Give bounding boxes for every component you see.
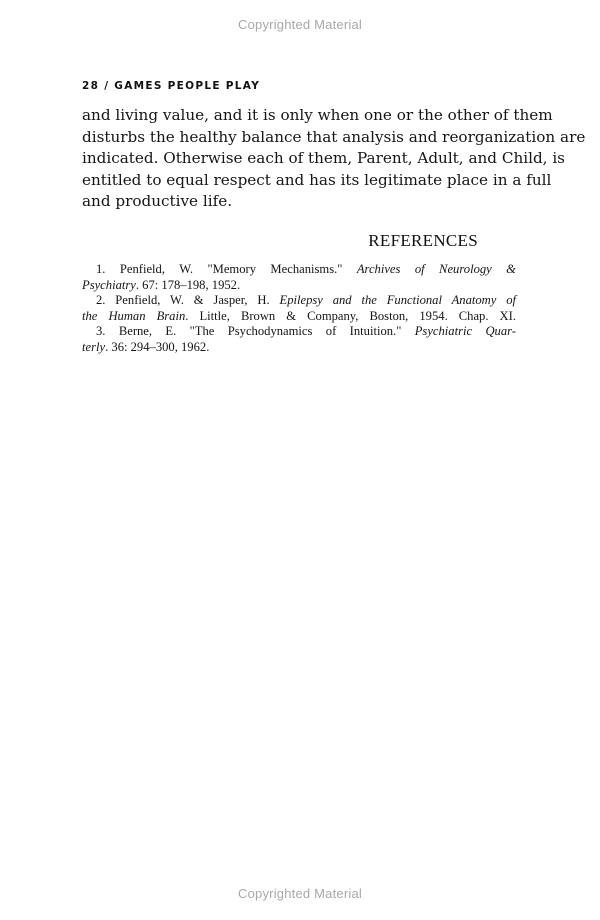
body-paragraph (82, 105, 586, 213)
reference-journal: Archives of Neurology & (356, 262, 516, 276)
book-title: GAMES PEOPLE PLAY (114, 80, 261, 92)
body-line: entitled to equal respect and has its legitimate place in a full (82, 170, 552, 189)
references-heading: REFERENCES (368, 231, 478, 250)
body-line: disturbs the healthy balance that analysis and reorganization are (82, 127, 586, 146)
reference-text: . 36: 294–300, 1962. (105, 339, 210, 354)
reference-book-title: Epilepsy and the Functional Anatomy of (279, 293, 517, 307)
body-line: and productive life. (82, 192, 233, 210)
reference-journal: Psychiatry (82, 277, 136, 292)
reference-text: 1. Penfield, W. "Memory Mechanisms." (96, 262, 357, 276)
running-head-separator: / (104, 80, 110, 92)
copyright-watermark-top: Copyrighted Material (238, 17, 362, 32)
references-list (82, 262, 516, 355)
reference-text: 2. Penfield, W. & Jasper, H. (96, 293, 280, 307)
reference-line (82, 262, 516, 278)
reference-line (82, 278, 516, 294)
copyright-watermark-bottom: Copyrighted Material (238, 886, 362, 901)
reference-entry (82, 293, 516, 324)
page-number: 28 (82, 80, 100, 92)
body-line: and living value, and it is only when one or the other of them (82, 106, 553, 124)
reference-text: . Little, Brown & Company, Boston, 1954. Chap. XI. (185, 308, 516, 323)
reference-text: 3. Berne, E. "The Psychodynamics of Intuition." (96, 324, 415, 338)
reference-line (82, 309, 516, 325)
reference-line (82, 293, 516, 309)
reference-text: . 67: 178–198, 1952. (135, 277, 241, 292)
reference-journal: terly (82, 339, 106, 354)
reference-line (82, 340, 516, 356)
running-head (82, 80, 260, 92)
reference-journal: Psychiatric Quar- (414, 324, 516, 338)
body-line: indicated. Otherwise each of them, Parent, Adult, and Child, is (82, 149, 565, 167)
reference-entry (82, 324, 516, 355)
reference-book-title: the Human Brain (82, 308, 186, 323)
reference-entry (82, 262, 516, 293)
reference-line (82, 324, 516, 340)
